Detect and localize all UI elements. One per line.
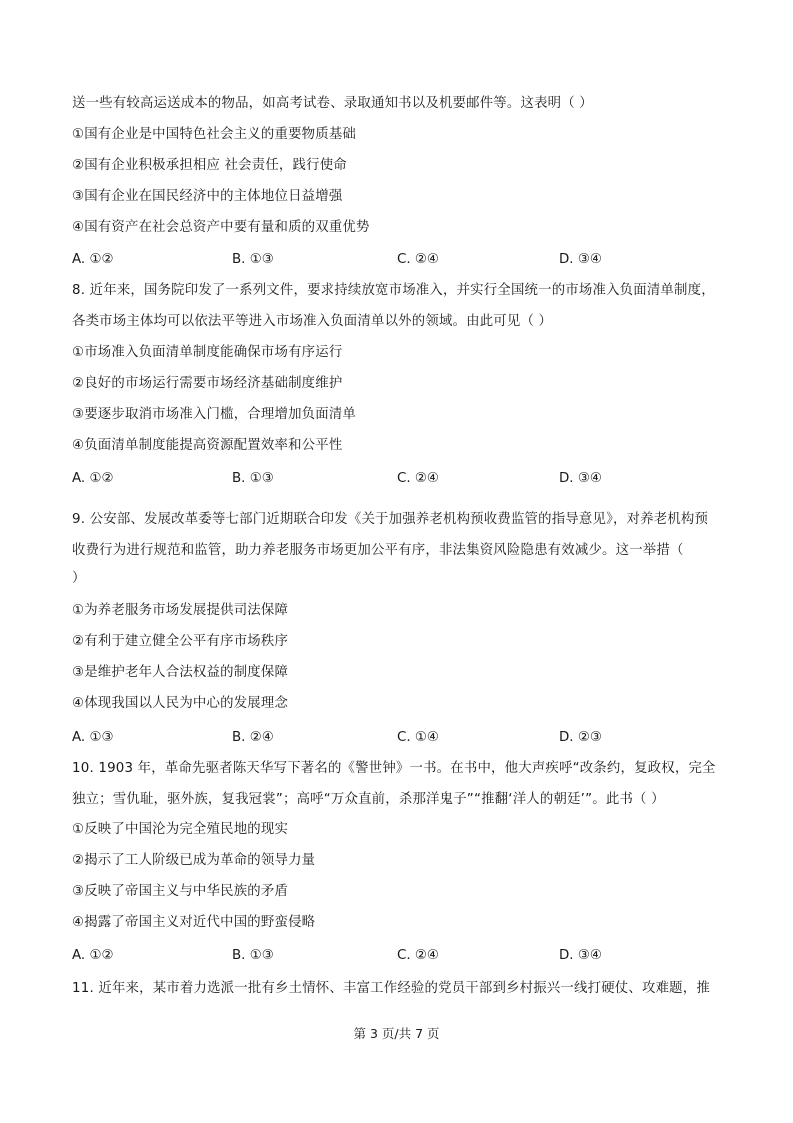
q9-stem-line-2: 收费行为进行规范和监管，助力养老服务市场更加公平有序，非法集资风险隐患有效减少。这一举措（ xyxy=(72,543,684,558)
q8-option-a: A. ①② xyxy=(72,471,114,486)
q7-statement-1: ①国有企业是中国特色社会主义的重要物质基础 xyxy=(72,127,357,142)
q9-stem-line-3: ） xyxy=(72,571,86,586)
page-number-footer: 第 3 页/共 7 页 xyxy=(353,1026,440,1041)
q9-statement-1: ①为养老服务市场发展提供司法保障 xyxy=(72,603,289,618)
q10-option-b: B. ①③ xyxy=(232,948,274,963)
q7-option-d: D. ③④ xyxy=(559,252,602,267)
q10-stem-line-1: 10. 1903 年，革命先驱者陈天华写下著名的《警世钟》一书。在书中，他大声疾呼“改条约，复政权，完全 xyxy=(72,761,716,776)
q10-stem-line-2: 独立；雪仇耻，驱外族，复我冠裳”；高呼“万众直前，杀那洋鬼子”“推翻‘洋人的朝廷’”。此书（ ） xyxy=(72,792,665,807)
q9-statement-2: ②有利于建立健全公平有序市场秩序 xyxy=(72,634,289,649)
q8-statement-3: ③要逐步取消市场准入门槛，合理增加负面清单 xyxy=(72,407,357,422)
q7-statement-3: ③国有企业在国民经济中的主体地位日益增强 xyxy=(72,189,343,204)
q8-statement-2: ②良好的市场运行需要市场经济基础制度维护 xyxy=(72,376,343,391)
q8-stem-line-1: 8. 近年来，国务院印发了一系列文件，要求持续放宽市场准入，并实行全国统一的市场准入负面清单制度， xyxy=(72,283,715,298)
q9-statement-4: ④体现我国以人民为中心的发展理念 xyxy=(72,696,289,711)
q9-option-b: B. ②④ xyxy=(232,730,274,745)
q10-statement-4: ④揭露了帝国主义对近代中国的野蛮侵略 xyxy=(72,915,316,930)
q10-statement-3: ③反映了帝国主义与中华民族的矛盾 xyxy=(72,884,289,899)
q8-statement-1: ①市场准入负面清单制度能确保市场有序运行 xyxy=(72,345,343,360)
q9-stem-line-1: 9. 公安部、发展改革委等七部门近期联合印发《关于加强养老机构预收费监管的指导意见》，对养老机构预 xyxy=(72,512,709,527)
q9-option-d: D. ②③ xyxy=(559,730,602,745)
q10-option-d: D. ③④ xyxy=(559,948,602,963)
q9-option-c: C. ①④ xyxy=(397,730,439,745)
q9-options xyxy=(72,728,732,748)
q10-option-c: C. ②④ xyxy=(397,948,439,963)
q8-stem-line-2: 各类市场主体均可以依法平等进入市场准入负面清单以外的领域。由此可见（ ） xyxy=(72,314,553,329)
q11-stem-line-1: 11. 近年来，某市着力选派一批有乡土情怀、丰富工作经验的党员干部到乡村振兴一线打硬仗、攻难题，推 xyxy=(72,981,710,996)
q8-option-c: C. ②④ xyxy=(397,471,439,486)
q9-option-a: A. ①③ xyxy=(72,730,114,745)
q7-stem-tail: 送一些有较高运送成本的物品，如高考试卷、录取通知书以及机要邮件等。这表明（ ） xyxy=(72,96,593,111)
q10-statement-1: ①反映了中国沦为完全殖民地的现实 xyxy=(72,822,289,837)
q7-options xyxy=(72,250,732,270)
q8-option-d: D. ③④ xyxy=(559,471,602,486)
q7-statement-2: ②国有企业积极承担相应 社会责任，践行使命 xyxy=(72,158,347,173)
q7-option-c: C. ②④ xyxy=(397,252,439,267)
q8-statement-4: ④负面清单制度能提高资源配置效率和公平性 xyxy=(72,438,343,453)
q10-option-a: A. ①② xyxy=(72,948,114,963)
q8-options xyxy=(72,469,732,489)
q9-statement-3: ③是维护老年人合法权益的制度保障 xyxy=(72,665,289,680)
q10-statement-2: ②揭示了工人阶级已成为革命的领导力量 xyxy=(72,853,316,868)
q7-option-b: B. ①③ xyxy=(232,252,274,267)
q10-options xyxy=(72,946,732,966)
q7-statement-4: ④国有资产在社会总资产中要有量和质的双重优势 xyxy=(72,220,370,235)
q7-option-a: A. ①② xyxy=(72,252,114,267)
q8-option-b: B. ①③ xyxy=(232,471,274,486)
